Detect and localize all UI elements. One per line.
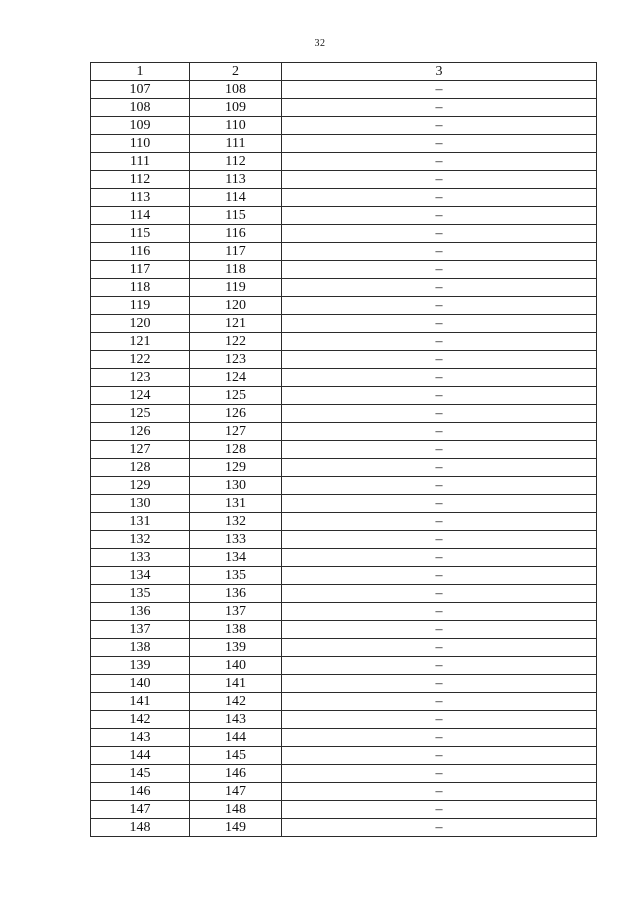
table-cell-col-1: 146 <box>91 783 190 801</box>
table-row <box>91 351 597 369</box>
table-row <box>91 783 597 801</box>
table-cell-col-2: 127 <box>190 423 282 441</box>
table-cell-col-1: 133 <box>91 549 190 567</box>
table-cell-col-1: 117 <box>91 261 190 279</box>
table-row <box>91 117 597 135</box>
table-cell-col-1: 129 <box>91 477 190 495</box>
table-cell-col-3: – <box>282 531 597 549</box>
table-cell-col-2: 118 <box>190 261 282 279</box>
table-row <box>91 549 597 567</box>
table-cell-col-1: 109 <box>91 117 190 135</box>
table-cell-col-3: – <box>282 297 597 315</box>
table-cell-col-2: 120 <box>190 297 282 315</box>
table-cell-col-3: – <box>282 333 597 351</box>
table-cell-col-2: 142 <box>190 693 282 711</box>
table-cell-col-1: 145 <box>91 765 190 783</box>
data-table <box>90 62 597 837</box>
table-cell-col-1: 128 <box>91 459 190 477</box>
table-cell-col-1: 118 <box>91 279 190 297</box>
table-cell-col-2: 138 <box>190 621 282 639</box>
table-cell-col-3: – <box>282 765 597 783</box>
table-cell-col-1: 135 <box>91 585 190 603</box>
table-row <box>91 711 597 729</box>
table-row <box>91 153 597 171</box>
table-row <box>91 225 597 243</box>
table-cell-col-2: 148 <box>190 801 282 819</box>
table-cell-col-1: 142 <box>91 711 190 729</box>
table-cell-col-2: 132 <box>190 513 282 531</box>
table-cell-col-3: – <box>282 243 597 261</box>
table-cell-col-3: – <box>282 207 597 225</box>
table-cell-col-2: 136 <box>190 585 282 603</box>
table-cell-col-2: 140 <box>190 657 282 675</box>
page-number: 32 <box>314 38 326 49</box>
table-cell-col-3: – <box>282 225 597 243</box>
table-cell-col-2: 119 <box>190 279 282 297</box>
table-row <box>91 207 597 225</box>
table-cell-col-3: – <box>282 315 597 333</box>
table-cell-col-3: – <box>282 801 597 819</box>
table-cell-col-1: 122 <box>91 351 190 369</box>
table-cell-col-2: 111 <box>190 135 282 153</box>
table-cell-col-2: 144 <box>190 729 282 747</box>
table-cell-col-2: 110 <box>190 117 282 135</box>
table-cell-col-2: 115 <box>190 207 282 225</box>
table-row <box>91 819 597 837</box>
table-row <box>91 567 597 585</box>
table-cell-col-1: 112 <box>91 171 190 189</box>
table-cell-col-2: 126 <box>190 405 282 423</box>
table-row <box>91 243 597 261</box>
table-cell-col-3: – <box>282 603 597 621</box>
table-row <box>91 333 597 351</box>
table-cell-col-3: – <box>282 729 597 747</box>
table-cell-col-2: 129 <box>190 459 282 477</box>
table-cell-col-3: – <box>282 711 597 729</box>
table-row <box>91 495 597 513</box>
table-cell-col-2: 117 <box>190 243 282 261</box>
table-cell-col-1: 113 <box>91 189 190 207</box>
table-row <box>91 459 597 477</box>
table-cell-col-2: 131 <box>190 495 282 513</box>
table-cell-col-2: 130 <box>190 477 282 495</box>
table-cell-col-3: – <box>282 117 597 135</box>
table-cell-col-1: 141 <box>91 693 190 711</box>
table-cell-col-3: – <box>282 189 597 207</box>
table-cell-col-1: 116 <box>91 243 190 261</box>
table-row <box>91 405 597 423</box>
table-row <box>91 675 597 693</box>
table-cell-col-3: – <box>282 819 597 837</box>
table-cell-col-3: – <box>282 153 597 171</box>
table-cell-col-1: 120 <box>91 315 190 333</box>
table-row <box>91 423 597 441</box>
table-cell-col-1: 108 <box>91 99 190 117</box>
table-row <box>91 81 597 99</box>
table-row <box>91 369 597 387</box>
table-cell-col-2: 124 <box>190 369 282 387</box>
table-row <box>91 585 597 603</box>
table-cell-col-1: 123 <box>91 369 190 387</box>
table-row <box>91 603 597 621</box>
table-row <box>91 477 597 495</box>
table-cell-col-2: 146 <box>190 765 282 783</box>
column-header-2: 2 <box>190 63 282 81</box>
table-cell-col-3: – <box>282 567 597 585</box>
table-row <box>91 513 597 531</box>
table-cell-col-2: 108 <box>190 81 282 99</box>
table-cell-col-1: 134 <box>91 567 190 585</box>
table-row <box>91 441 597 459</box>
table-cell-col-3: – <box>282 477 597 495</box>
table-row <box>91 99 597 117</box>
table-row <box>91 729 597 747</box>
table-cell-col-2: 122 <box>190 333 282 351</box>
table-cell-col-3: – <box>282 693 597 711</box>
table-cell-col-2: 134 <box>190 549 282 567</box>
table-cell-col-1: 144 <box>91 747 190 765</box>
table-cell-col-2: 143 <box>190 711 282 729</box>
table-row <box>91 189 597 207</box>
table-cell-col-2: 113 <box>190 171 282 189</box>
column-header-1: 1 <box>91 63 190 81</box>
table-cell-col-1: 132 <box>91 531 190 549</box>
table-cell-col-1: 127 <box>91 441 190 459</box>
table-cell-col-1: 143 <box>91 729 190 747</box>
table-cell-col-2: 128 <box>190 441 282 459</box>
table-cell-col-3: – <box>282 171 597 189</box>
table-cell-col-3: – <box>282 405 597 423</box>
table-cell-col-1: 107 <box>91 81 190 99</box>
table-cell-col-3: – <box>282 621 597 639</box>
table-row <box>91 621 597 639</box>
table-cell-col-2: 147 <box>190 783 282 801</box>
table-cell-col-3: – <box>282 261 597 279</box>
table-cell-col-3: – <box>282 639 597 657</box>
table-row <box>91 279 597 297</box>
table-cell-col-2: 137 <box>190 603 282 621</box>
table-header-row <box>91 63 597 81</box>
table-cell-col-2: 145 <box>190 747 282 765</box>
table-row <box>91 747 597 765</box>
table-cell-col-3: – <box>282 657 597 675</box>
table-row <box>91 657 597 675</box>
table-row <box>91 261 597 279</box>
table-cell-col-3: – <box>282 351 597 369</box>
column-header-3: 3 <box>282 63 597 81</box>
table-cell-col-3: – <box>282 423 597 441</box>
table-row <box>91 693 597 711</box>
table-cell-col-3: – <box>282 495 597 513</box>
table-cell-col-1: 114 <box>91 207 190 225</box>
table-cell-col-1: 125 <box>91 405 190 423</box>
table-row <box>91 171 597 189</box>
table-cell-col-1: 138 <box>91 639 190 657</box>
table-cell-col-2: 133 <box>190 531 282 549</box>
table-cell-col-2: 149 <box>190 819 282 837</box>
table-cell-col-2: 141 <box>190 675 282 693</box>
table-row <box>91 315 597 333</box>
table-cell-col-3: – <box>282 441 597 459</box>
table-cell-col-1: 124 <box>91 387 190 405</box>
table-cell-col-3: – <box>282 99 597 117</box>
table-cell-col-2: 114 <box>190 189 282 207</box>
table-cell-col-3: – <box>282 279 597 297</box>
table-cell-col-1: 115 <box>91 225 190 243</box>
table-cell-col-3: – <box>282 675 597 693</box>
table-row <box>91 387 597 405</box>
table-cell-col-1: 137 <box>91 621 190 639</box>
table-cell-col-3: – <box>282 369 597 387</box>
table-cell-col-1: 121 <box>91 333 190 351</box>
table-cell-col-3: – <box>282 459 597 477</box>
table-cell-col-2: 123 <box>190 351 282 369</box>
table-cell-col-2: 116 <box>190 225 282 243</box>
table-cell-col-1: 130 <box>91 495 190 513</box>
table-cell-col-3: – <box>282 783 597 801</box>
table-cell-col-3: – <box>282 81 597 99</box>
table-cell-col-1: 111 <box>91 153 190 171</box>
table-cell-col-1: 139 <box>91 657 190 675</box>
table-cell-col-2: 109 <box>190 99 282 117</box>
table-cell-col-2: 125 <box>190 387 282 405</box>
table-row <box>91 801 597 819</box>
table-cell-col-1: 131 <box>91 513 190 531</box>
table-row <box>91 765 597 783</box>
table-cell-col-3: – <box>282 513 597 531</box>
table-row <box>91 531 597 549</box>
table-cell-col-2: 135 <box>190 567 282 585</box>
table-cell-col-3: – <box>282 135 597 153</box>
table-body <box>91 81 597 837</box>
table-cell-col-1: 140 <box>91 675 190 693</box>
table-cell-col-1: 126 <box>91 423 190 441</box>
table-cell-col-1: 136 <box>91 603 190 621</box>
table-cell-col-1: 110 <box>91 135 190 153</box>
table-cell-col-2: 112 <box>190 153 282 171</box>
table-cell-col-1: 148 <box>91 819 190 837</box>
table-cell-col-3: – <box>282 549 597 567</box>
table-cell-col-2: 139 <box>190 639 282 657</box>
table-row <box>91 297 597 315</box>
table-row <box>91 135 597 153</box>
table-cell-col-2: 121 <box>190 315 282 333</box>
table-cell-col-3: – <box>282 585 597 603</box>
table-cell-col-3: – <box>282 747 597 765</box>
table-cell-col-3: – <box>282 387 597 405</box>
table-row <box>91 639 597 657</box>
table-cell-col-1: 119 <box>91 297 190 315</box>
table-cell-col-1: 147 <box>91 801 190 819</box>
